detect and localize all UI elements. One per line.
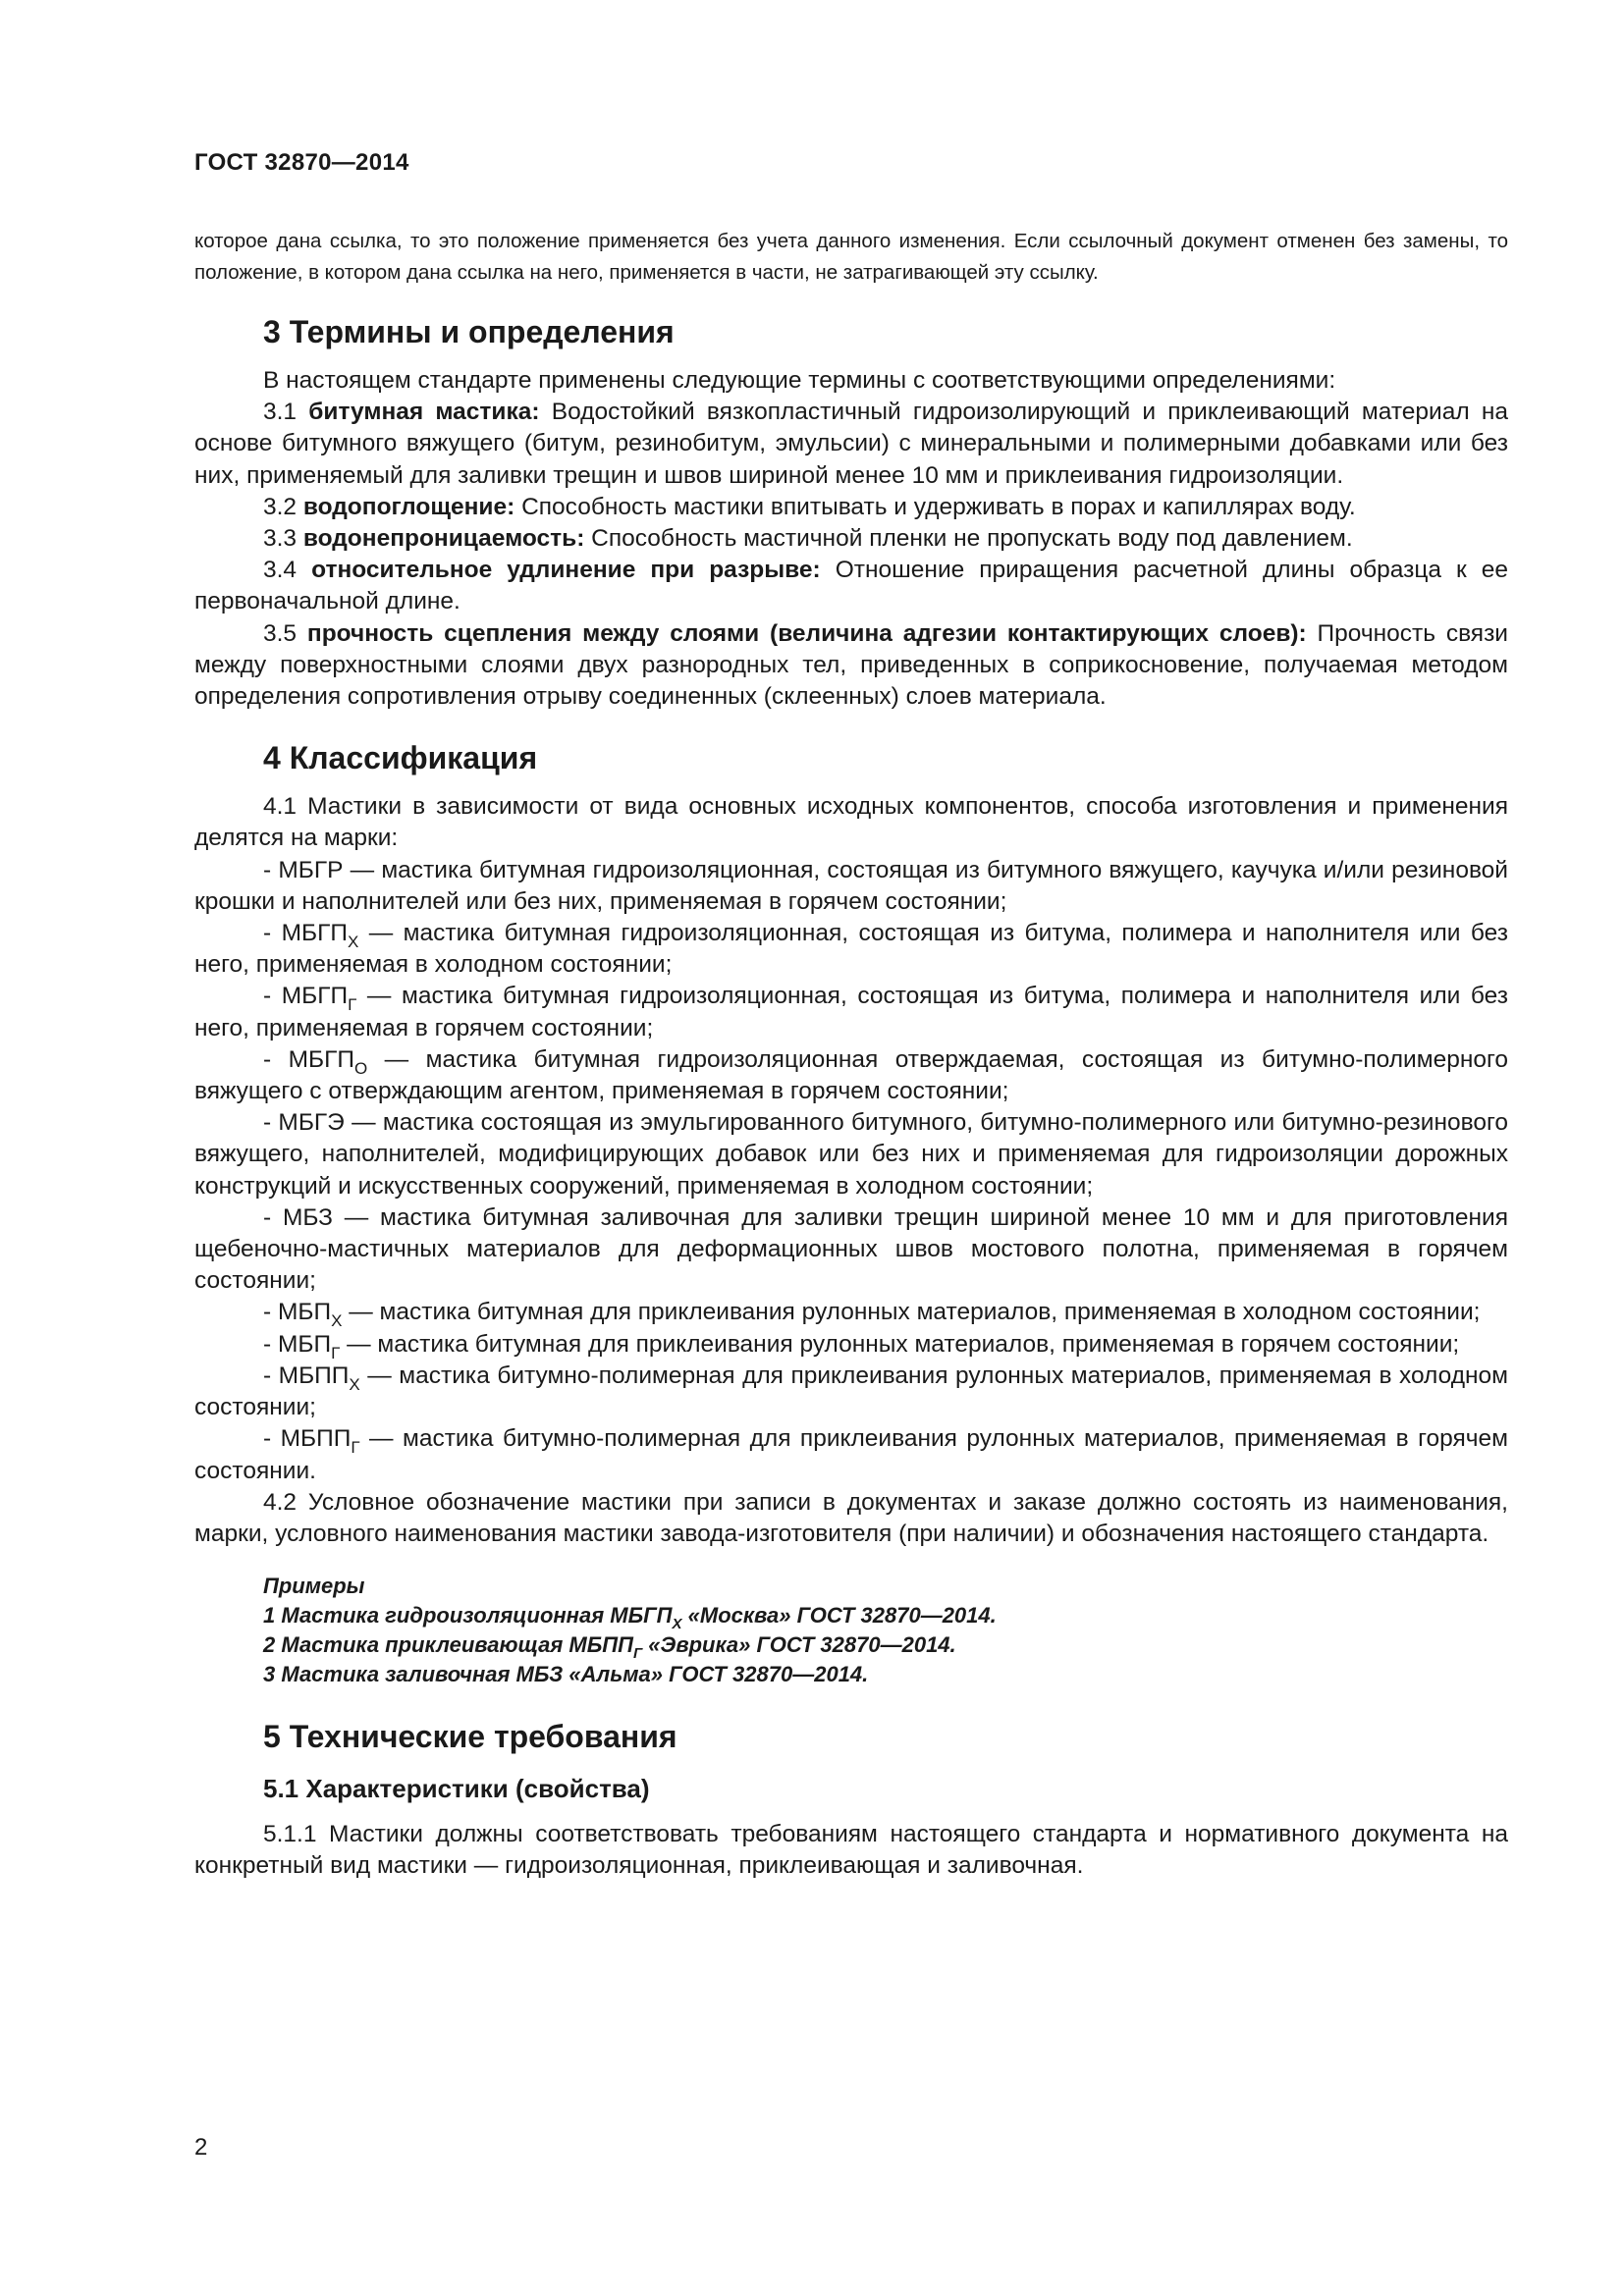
example-item: 1 Мастика гидроизоляционная $МБГП_Х$ «Москва» ГОСТ 32870—2014. (263, 1603, 997, 1633)
subsection-5-1-title: 5.1 Характеристики (свойства) (263, 1774, 650, 1804)
intro-text: которое дана ссылка, то это положение применяется без учета данного изменения. Если ссылочный документ отменен без замены, то положение, в котором дана ссылка на него, применяется в части, не затрагивающей эту ссылку. (194, 230, 1508, 284)
term-3-5-name: прочность сцепления между слоями (величина адгезии контактирующих слоев): (306, 619, 1307, 647)
grade-item: - $МБГП_Г$ — мастика битумная гидроизоляционная, состоящая из битума, полимера и наполнителя или без него, применяемая в горячем состоянии; (194, 983, 1508, 1041)
section-3-lead: В настоящем стандарте применены следующие термины с соответствующими определениями: (263, 367, 1336, 394)
term-3-2-name: водопоглощение: (302, 493, 515, 520)
section-3-title: 3 Термины и определения (263, 314, 675, 349)
grade-item: - $МБГП_Х$ — мастика битумная гидроизоляционная, состоящая из битума, полимера и наполнителя или без него, применяемая в холодном состоянии; (194, 920, 1508, 979)
term-3-1: 3.1 битумная мастика: Водостойкий вязкопластичный гидроизолирующий и приклеивающий материал на основе битумного вяжущего (битум, резинобитум, эмульсии) с минеральными и полимерными добавками или без них, применяемый для заливки трещин и швов шириной менее 10 мм и приклеивания гидроизоляции. (194, 399, 1508, 489)
grade-item: - $МБП_Х$ — мастика битумная для приклеивания рулонных материалов, применяемая в холодном состоянии; (263, 1299, 1481, 1331)
para-4-1: 4.1 Мастики в зависимости от вида основных исходных компонентов, способа изготовления и применения делятся на марки: (194, 793, 1508, 852)
examples-block (263, 1572, 1508, 1689)
term-3-3-name: водонепроницаемость: (302, 525, 585, 553)
document-body (194, 312, 1508, 1883)
grade-item: - $МБПП_Г$ — мастика битумно-полимерная для приклеивания рулонных материалов, применяемая в горячем состоянии. (194, 1425, 1508, 1484)
document-header: ГОСТ 32870—2014 (194, 149, 409, 176)
term-3-1-name: битумная мастика: (308, 399, 540, 426)
grade-item: - МБГЭ — мастика состоящая из эмульгированного битумного, битумно-полимерного или битумно-резинового вяжущего, наполнителей, модифицирующих добавок или без них и применяемая для гидроизоляции дорожных конструкций и искусственных сооружений, применяемая в холодном состоянии; (194, 1109, 1508, 1200)
example-item: 3 Мастика заливочная МБЗ «Альма» ГОСТ 32870—2014. (263, 1662, 869, 1687)
grade-item: - $МБПП_Х$ — мастика битумно-полимерная для приклеивания рулонных материалов, применяемая в холодном состоянии; (194, 1362, 1509, 1421)
term-3-4: 3.4 относительное удлинение при разрыве: Отношение приращения расчетной длины образца к ее первоначальной длине. (194, 557, 1508, 615)
grade-item: - МБГР — мастика битумная гидроизоляционная, состоящая из битумного вяжущего, каучука и/или резиновой крошки и наполнителей или без них, применяемая в горячем состоянии; (194, 856, 1508, 915)
term-3-4-name: относительное удлинение при разрыве: (311, 557, 821, 584)
examples-title: Примеры (263, 1574, 365, 1599)
grade-item: - $МБП_Г$ — мастика битумная для приклеивания рулонных материалов, применяемая в горячем состоянии; (263, 1330, 1460, 1362)
term-3-5: 3.5 прочность сцепления между слоями (величина адгезии контактирующих слоев): Прочность связи между поверхностными слоями двух разнородных тел, приведенных в соприкосновение, получаемая методом определения сопротивления отрыву соединенных (склеенных) слоев материала. (194, 619, 1508, 711)
para-5-1-1: 5.1.1 Мастики должны соответствовать требованиям настоящего стандарта и нормативного документа на конкретный вид мастики — гидроизоляционная, приклеивающая и заливочная. (194, 1821, 1508, 1880)
para-4-2: 4.2 Условное обозначение мастики при записи в документах и заказе должно состоять из наименования, марки, условного наименования мастики завода-изготовителя (при наличии) и обозначения настоящего стандарта. (194, 1488, 1508, 1547)
term-3-2: 3.2 водопоглощение: Способность мастики впитывать и удерживать в порах и капиллярах воду. (263, 493, 1356, 520)
example-item: 2 Мастика приклеивающая $МБПП_Г$ «Эврика» ГОСТ 32870—2014. (263, 1632, 956, 1663)
page-number: 2 (194, 2134, 208, 2161)
intro-paragraph (194, 226, 1508, 289)
section-5-title: 5 Технические требования (263, 1719, 677, 1755)
section-4-title: 4 Классификация (263, 740, 538, 776)
term-3-3: 3.3 водонепроницаемость: Способность мастичной пленки не пропускать воду под давлением. (263, 525, 1353, 553)
grade-item: - МБЗ — мастика битумная заливочная для заливки трещин шириной менее 10 мм и для приготовления щебеночно-мастичных материалов для деформационных швов мостового полотна, применяемая в горячем состоянии; (194, 1203, 1508, 1295)
grade-item: - $МБГП_О$ — мастика битумная гидроизоляционная отверждаемая, состоящая из битумно-полимерного вяжущего с отверждающим агентом, применяемая в горячем состоянии; (194, 1045, 1508, 1105)
